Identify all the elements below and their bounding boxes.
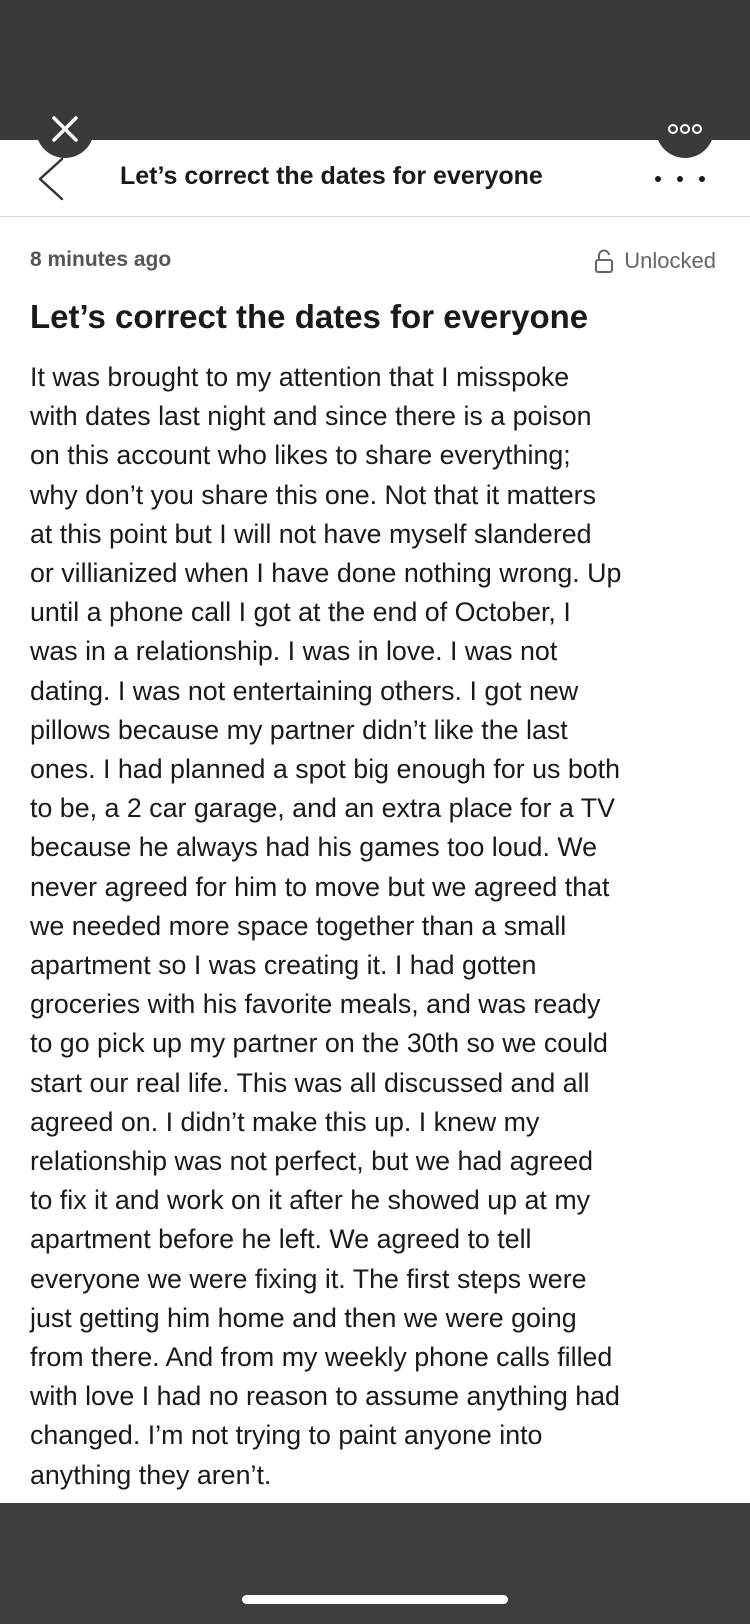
post-body-line: anything they aren’t. <box>30 1459 272 1490</box>
home-indicator[interactable] <box>242 1595 508 1604</box>
more-dot <box>655 176 661 182</box>
post-body-line: on this account who likes to share everything; <box>30 440 571 471</box>
post-body-line: we needed more space together than a small <box>30 910 567 941</box>
post-body-line: It was brought to my attention that I misspoke <box>30 362 570 392</box>
post-body-line: why don’t you share this one. Not that it matters <box>30 479 596 510</box>
post-timestamp: 8 minutes ago <box>30 248 172 271</box>
post-body-line: was in a relationship. I was in love. I was not <box>30 636 558 667</box>
header-more-button[interactable] <box>655 164 705 194</box>
post-body-line: apartment before he left. We agreed to tell <box>30 1224 532 1255</box>
post-body-line: pillows because my partner didn’t like the last <box>30 714 568 745</box>
post-body-line: to be, a 2 car garage, and an extra place for a TV <box>30 793 615 824</box>
post-body-line: changed. I’m not trying to paint anyone into <box>30 1420 543 1451</box>
post-body-line: apartment so I was creating it. I had gotten <box>30 950 537 981</box>
post-body-line: with dates last night and since there is a poison <box>30 401 592 432</box>
post-body-line: to fix it and work on it after he showed up at my <box>30 1185 591 1216</box>
post-body-line: to go pick up my partner on the 30th so we could <box>30 1028 608 1059</box>
post-body-line: never agreed for him to move but we agreed that <box>30 871 610 902</box>
post-body-line: relationship was not perfect, but we had agreed <box>30 1146 594 1177</box>
top-overlay-bar <box>0 0 750 140</box>
more-dot <box>699 176 705 182</box>
unlocked-icon <box>594 249 614 273</box>
more-options-button[interactable] <box>656 100 714 158</box>
lock-status <box>594 248 716 274</box>
more-dots-icon <box>667 123 703 135</box>
post-body-line: ones. I had planned a spot big enough for us both <box>30 754 620 785</box>
post-body-line: agreed on. I didn’t make this up. I knew my <box>30 1106 540 1137</box>
post-meta <box>30 248 716 278</box>
post-body-line: start our real life. This was all discussed and all <box>30 1067 590 1098</box>
post-body-line: dating. I was not entertaining others. I got new <box>30 675 579 706</box>
post-body-line: because he always had his games too loud. We <box>30 832 598 863</box>
nav-header <box>0 140 750 217</box>
close-icon <box>52 116 78 142</box>
post-body-line: with love I had no reason to assume anything had <box>30 1381 620 1412</box>
post-body-line: groceries with his favorite meals, and was ready <box>30 989 601 1020</box>
header-title: Let’s correct the dates for everyone <box>120 162 543 190</box>
post-body-line: everyone we were fixing it. The first steps were <box>30 1263 587 1294</box>
chevron-left-icon[interactable] <box>36 156 66 202</box>
close-button[interactable] <box>36 100 94 158</box>
post-body-line: from there. And from my weekly phone calls filled <box>30 1342 613 1373</box>
post-title: Let’s correct the dates for everyone <box>30 298 589 335</box>
more-dot <box>677 176 683 182</box>
post-body <box>30 358 736 1495</box>
post-body-line: just getting him home and then we were going <box>30 1302 577 1333</box>
lock-status-label: Unlocked <box>624 248 716 273</box>
post-body-line: or villianized when I have done nothing wrong. Up <box>30 558 622 589</box>
post-body-line: at this point but I will not have myself slandered <box>30 518 592 549</box>
post-body-line: until a phone call I got at the end of October, I <box>30 597 571 628</box>
